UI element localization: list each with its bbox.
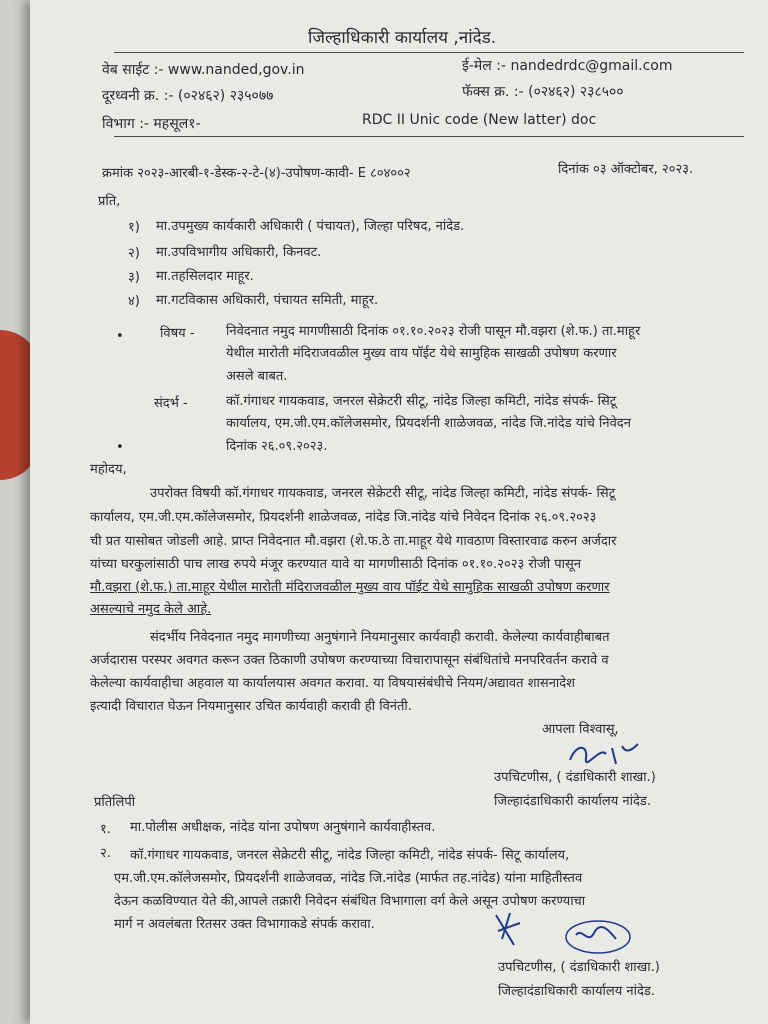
yours-faithfully: आपला विश्वासू, [542, 722, 619, 737]
letter-date: दिनांक ०३ ऑक्टोबर, २०२३. [558, 162, 694, 177]
paragraph-line: ची प्रत यासोबत जोडली आहे. प्राप्त निवेदनात मौ.वझरा (शे.फ.ठे ता.माहूर येथे गावठाण विस्तारवाढ करुन अर्जदार [90, 534, 617, 549]
footer-office: जिल्हादंडाधिकारी कार्यालय नांदेड. [498, 984, 655, 999]
website: वेब साईट :- www.nanded,gov.in [102, 62, 305, 78]
reference-line: कॉ.गंगाधर गायकवाड, जनरल सेक्रेटरी सीटू, नांदेड जिल्हा कमिटी, नांदेड संपर्क- सिटू [226, 394, 617, 409]
signature [566, 740, 646, 773]
copy-label: प्रतिलिपी [94, 795, 136, 810]
letter-page [30, 0, 768, 1024]
recipient-item: मा.उपविभागीय अधिकारी, किनवट. [156, 245, 322, 260]
copy-line: मार्ग न अवलंबता रितसर उक्त विभागाकडे संपर्क करावा. [114, 917, 375, 932]
bullet: • [116, 440, 124, 455]
paragraph-line: उपरोक्त विषयी कॉ.गंगाधर गायकवाड, जनरल सेक्रेटरी सीटू, नांदेड जिल्हा कमिटी, नांदेड संपर्क- सिटू [150, 486, 616, 501]
paragraph-line: मौ.वझरा (शे.फ.) ता.माहूर येथील मारोती मंदिराजवळील मुख्य वाय पॉईट येथे सामुहिक साखळी उपोषण करणार [90, 580, 610, 595]
email: ई-मेल :- nandedrdc@gmail.com [462, 58, 673, 74]
paragraph-line: कार्यालय, एम.जी.एम.कॉलेजसमोर, प्रियदर्शनी शाळेजवळ, नांदेड जि.नांदेड यांचे निवेदन दिनांक २६.०९.२०२३ [90, 510, 597, 525]
recipient-item: मा.तहसिलदार माहूर. [156, 269, 254, 284]
paragraph-line: यांच्या घरकुलांसाठी पाच लाख रुपये मंजूर करण्यात यावे या मागणीसाठी दिनांक ०१.१०.२०२३ रोजी पासून [90, 557, 581, 572]
office-title: जिल्हाधिकारी कार्यालय ,नांदेड. [308, 28, 497, 48]
paragraph-line: अर्जदारास परस्पर अवगत करून उक्त ठिकाणी उपोषण करण्याच्या विचारापासून संबंधितांचे मनपरिवर्तन करावे व [90, 653, 609, 668]
signatory-office: जिल्हादंडाधिकारी कार्यालय नांदेड. [494, 794, 651, 809]
to-label: प्रति, [98, 194, 121, 209]
letter-number: क्रमांक २०२३-आरबी-१-डेस्क-२-टे-(४)-उपोषण-कावी- E ८०४००२ [102, 166, 411, 181]
fax: फॅक्स क्र. :- (०२४६२) २३८५०० [462, 84, 624, 100]
recipient-item: मा.उपमुख्य कार्यकारी अधिकारी ( पंचायत), जिल्हा परिषद, नांदेड. [156, 219, 465, 234]
recipient-number: ३) [128, 270, 140, 285]
subject-line: असले बाबत. [226, 369, 288, 384]
paragraph-line: असल्याचे नमुद केले आहे. [90, 602, 212, 617]
footer-designation: उपचिटणीस, ( दंडाधिकारी शाखा.) [498, 960, 660, 975]
recipient-number: १) [128, 220, 140, 235]
paragraph-line: केलेल्या कार्यवाहीचा अहवाल या कार्यालयास अवगत करावा. या विषयासंबंधीचे नियम/अद्यावत शासनादेश [90, 676, 576, 691]
copy-line: मा.पोलीस अधीक्षक, नांदेड यांना उपोषण अनुषंगाने कार्यवाहीस्तव. [130, 820, 436, 835]
paragraph-line: संदर्भीय निवेदनात नमुद मागणीच्या अनुषंगाने नियमानुसार कार्यवाही करावी. केलेल्या कार्यवाहीबाबत [150, 630, 610, 645]
salutation: महोदय, [90, 462, 127, 477]
subject-label: विषय - [160, 326, 195, 341]
bullet: • [116, 329, 124, 344]
header-divider-top [114, 52, 744, 53]
reference-line: दिनांक २६.०९.२०२३. [226, 439, 328, 454]
recipient-number: ४) [128, 294, 140, 309]
copy-line: कॉ.गंगाधर गायकवाड, जनरल सेक्रेटरी सीटू, नांदेड जिल्हा कमिटी, नांदेड संपर्क- सिटू कार्यालय, [130, 848, 570, 863]
department: विभाग :- महसूल१- [102, 116, 201, 132]
reference-label: संदर्भ - [154, 396, 188, 411]
copy-number: २. [100, 846, 111, 861]
copy-line: देऊन कळविण्यात येते की,आपले तक्रारी निवेदन संबंधित विभागाला वर्ग केले असून उपोषण करण्याचा [114, 894, 586, 909]
header-divider-bottom [114, 136, 744, 137]
subject-line: निवेदनात नमुद मागणीसाठी दिनांक ०१.१०.२०२३ रोजी पासून मौ.वझरा (शे.फ.) ता.माहूर [226, 324, 641, 339]
unicode-note: RDC II Unic code (New latter) doc [362, 112, 597, 128]
copy-number: १. [100, 822, 111, 837]
phone: दूरध्वनी क्र. :- (०२४६२) २३५०७७ [102, 88, 274, 104]
copy-line: एम.जी.एम.कॉलेजसमोर, प्रियदर्शनी शाळेजवळ, नांदेड जि.नांदेड (मार्फत तह.नांदेड) यांना माहितीस्तव [114, 871, 583, 886]
recipient-number: २) [128, 246, 140, 261]
recipient-item: मा.गटविकास अधिकारी, पंचायत समिती, माहूर. [156, 293, 379, 308]
paragraph-line: इत्यादी विचारात घेऊन नियमानुसार उचित कार्यवाही करावी ही विनंती. [90, 699, 412, 714]
subject-line: येथील मारोती मंदिराजवळील मुख्य वाय पॉईट येथे सामुहिक साखळी उपोषण करणार [226, 346, 617, 361]
signatory-designation: उपचिटणीस, ( दंडाधिकारी शाखा.) [494, 770, 656, 785]
reference-line: कार्यालय, एम.जी.एम.कॉलेजसमोर, प्रियदर्शनी शाळेजवळ, नांदेड जि.नांदेड यांचे निवेदन [226, 416, 631, 431]
